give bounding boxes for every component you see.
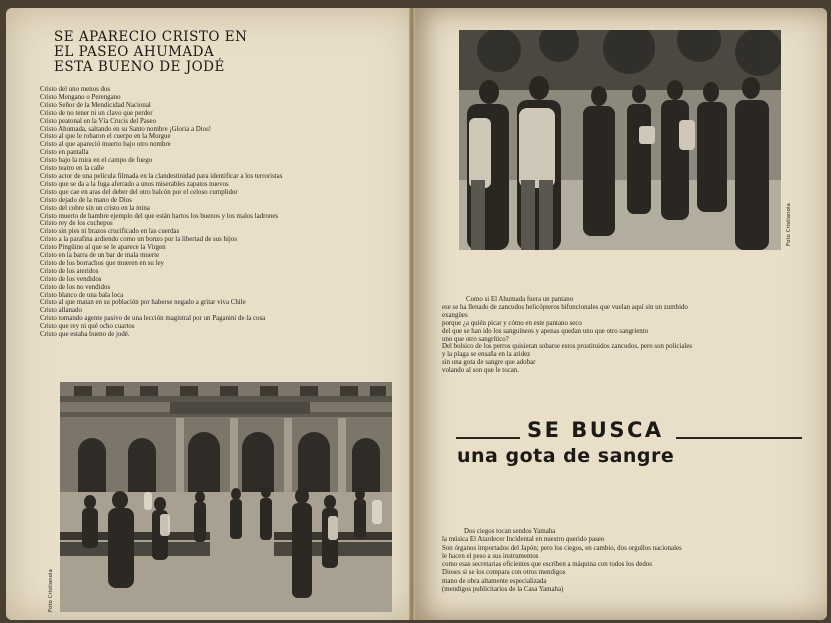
verse-line: sin una gota de sangre que adobar [442, 359, 536, 367]
poem-line: Cristo de los borrachos que mueren en su ley [40, 259, 165, 267]
title-rule-left [456, 437, 520, 439]
poem-line: Cristo al que apareció muerto bajo otro nombre [40, 141, 171, 149]
poem-line: Cristo del cobre sin un cristo en la mina [40, 204, 150, 212]
poem-line: Cristo de los ateridos [40, 267, 99, 275]
verse-line: Como si El Ahumada fuera un pantano [466, 296, 574, 303]
ad-line: le hacen el peso a sus instrumentos [442, 552, 539, 560]
wanted-subtitle: una gota de sangre [457, 445, 675, 467]
poem-line: Cristo al que matan en su población por haberse negado a gritar viva Chile [40, 299, 246, 307]
verse-line: del que se han ido los sanguíneos y apenas quedan uno que otro sangriento [442, 327, 649, 335]
verse-line: ese se ha llenado de zancudos helicópteros bifuncionales que vuelan aquí sin un zumbido [442, 303, 688, 311]
ad-text [442, 528, 752, 594]
poem-line: Cristo de los vendidos [40, 275, 102, 283]
poem-line: Cristo a la parafina ardiendo como un bonzo por la libertad de sus hijos [40, 236, 237, 244]
poem-line: Cristo blanco de una bala loca [40, 291, 124, 299]
magazine-spine [409, 8, 415, 620]
headline-line: SE APARECIO CRISTO EN [54, 29, 248, 45]
poem-line: Cristo en pantalla [40, 149, 89, 157]
poem-line: Cristo Mengano o Perengano [40, 93, 121, 101]
poem-line: Cristo sin pies ni brazos crucificado en las cuerdas [40, 228, 180, 236]
poem-line: Cristo rey de los cuchepos [40, 220, 113, 228]
headline-line: ESTA BUENO DE JODÉ [54, 59, 225, 75]
poem-line: Cristo teatro en la calle [40, 165, 104, 173]
poem-line: Cristo peatonal en la Vía Crucis del Paseo [40, 117, 157, 125]
ad-line: (mendigos publicitarios de la Casa Yamaha) [442, 586, 564, 594]
poem-line: Cristo dejado de la mano de Dios [40, 196, 132, 204]
poem-line: Cristo de los no vendidos [40, 283, 111, 291]
paseo-crowd-illustration [459, 30, 781, 250]
poem-line: Cristo en la barra de un bar de mala muerte [40, 252, 160, 260]
poem-line: Cristo tomando agente pasivo de una lección magistral por un Paganini de la cosa [40, 315, 266, 323]
verse-line: exangües [442, 311, 468, 319]
verse-line: uno que otro sangrítico? [442, 335, 509, 343]
poem-line: Cristo Señor de la Mendicidad Nacional [40, 101, 151, 109]
poem-text [40, 86, 370, 339]
headline-line: EL PASEO AHUMADA [54, 44, 215, 60]
ad-line: Dos ciegos tocan sendos Yamaha [464, 528, 556, 535]
poem-line: Cristo actor de una película filmada en la clandestinidad para identificar a los terroristas [40, 172, 283, 180]
ad-line: como esas secretarias eficientes que escriben a máquina con todos los dedos [442, 561, 652, 569]
verse-line: Del bolsico de los perros quisieran sobarse estos prostituidos zancudos, pero son policiales [442, 343, 693, 351]
wanted-title: SE BUSCA [527, 418, 664, 442]
verse-line: volando al son que le tocan. [442, 367, 519, 375]
street-crowd-photo [60, 382, 392, 612]
title-rule-right [676, 437, 802, 439]
street-crowd-illustration [60, 382, 392, 612]
poem-line: Cristo que estaba bueno de jodé. [40, 331, 130, 339]
poem-line: Cristo allanado [40, 307, 82, 315]
headline [54, 30, 254, 75]
ad-line: mano de obra altamente especializada [442, 577, 547, 585]
ad-line: la música El Atardecer Incidental en nuestro querido paseo [442, 536, 605, 544]
verse-line: y la plaga se ensaña en la aridez [442, 351, 531, 359]
photo-credit: Foto Cristianoia [48, 569, 54, 612]
verse-line: porque ¿a quién picar y cómo en este pantano seco [442, 319, 582, 327]
poem-line: Cristo al que le robaron el cuerpo en la Morgue [40, 133, 171, 141]
poem-line: Cristo que rey ni qué ocho cuartos [40, 323, 135, 331]
poem-line: Cristo Pingüino al que se le aparece la Virgen [40, 244, 166, 252]
ad-line: Son órganos importados del Japón; pero los ciegos, en cambio, dos orgullos nacionales [442, 544, 682, 552]
poem-line: Cristo que se da a la fuga aferrado a unos miserables zapatos nuevos [40, 180, 229, 188]
poem-line: Cristo Ahumada, saltando en su Santo nombre ¡Gloria a Dios! [40, 125, 212, 133]
poem-line: Cristo que cae en aras del deber del otro balcón por el celoso cumplidor [40, 188, 238, 196]
poem-line: Cristo de no tener ni un clavo que perder [40, 109, 153, 117]
paseo-crowd-photo [459, 30, 781, 250]
poem-line: Cristo muerto de hambre ejemplo del que están hartos los buenos y los malos ladrones [40, 212, 279, 220]
verse-text [442, 296, 752, 375]
poem-line: Cristo bajo la mira en el campo de fuego [40, 157, 153, 165]
poem-line: Cristo del uno menos dos [40, 86, 111, 93]
photo-credit: Foto Cristianoia [786, 203, 792, 246]
ad-line: Dioses si se los compara con otros mendigos [442, 569, 566, 577]
